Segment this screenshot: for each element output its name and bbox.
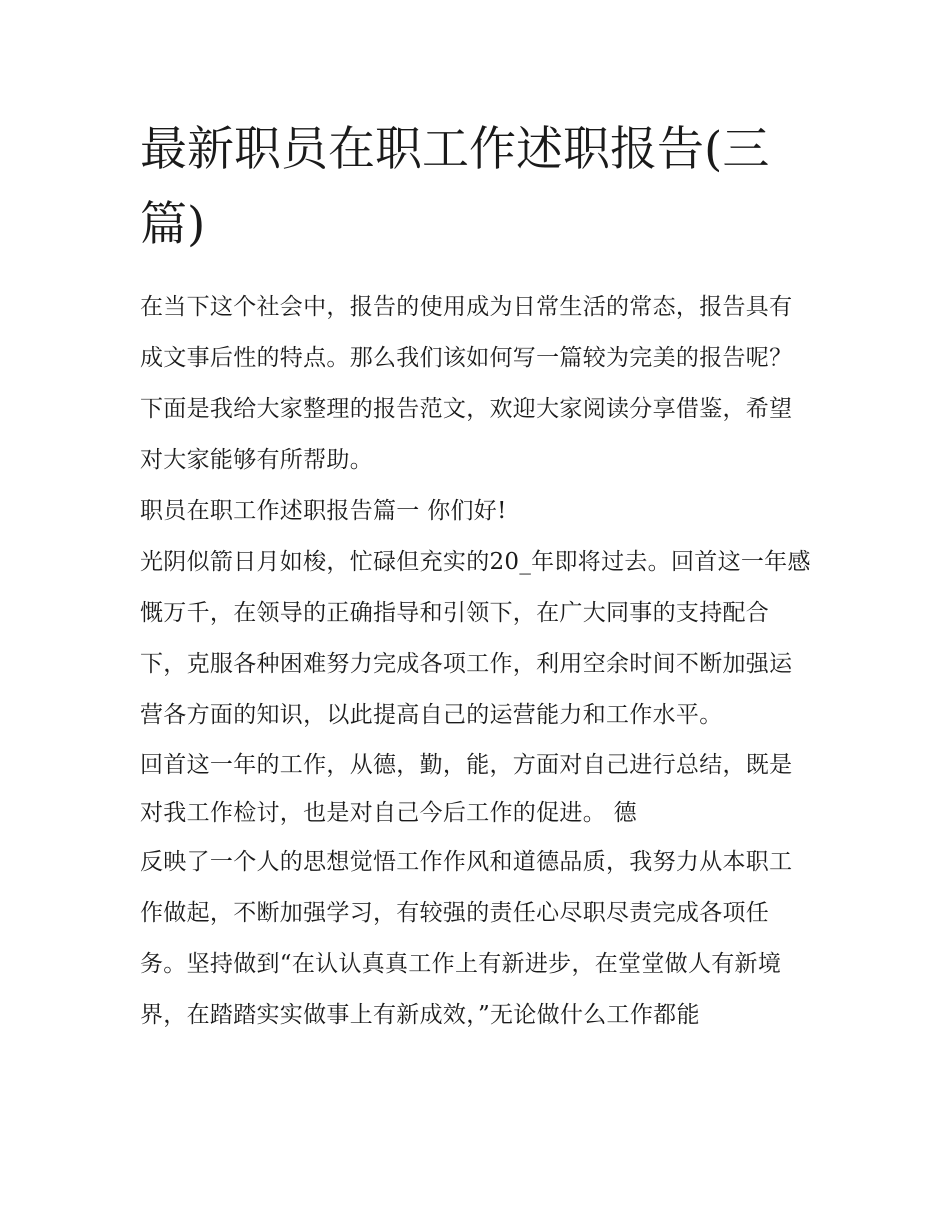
paragraph-intro: 在当下这个社会中，报告的使用成为日常生活的常态，报告具有成文事后性的特点。那么我们该如何写一篇较为完美的报告呢？下面是我给大家整理的报告范文，欢迎大家阅读分享借鉴，希望对大家能够有所帮助。 bbox=[140, 294, 793, 473]
paragraph-morality: 反映了一个人的思想觉悟工作作风和道德品质，我努力从本职工作做起，不断加强学习，有较强的责任心尽职尽责完成各项任务。坚持做到“在认认真真工作上有新进步，在堂堂做人有新境界，在踏踏实实做事上有新成效，”无论做什么工作都能 bbox=[140, 849, 793, 1028]
document-title: 最新职员在职工作述职报告(三篇) bbox=[140, 122, 770, 252]
paragraph-heading-section-one: 职员在职工作述职报告篇一 你们好! bbox=[140, 498, 507, 524]
paragraph-year-review: 光阴似箭日月如梭，忙碌但充实的20_年即将过去。回首这一年感慨万千，在领导的正确指导和引领下，在广大同事的支持配合下，克服各种困难努力完成各项工作，利用空余时间不断加强运营各方面的知识，以此提高自己的运营能力和工作水平。 bbox=[140, 549, 811, 728]
document-page bbox=[140, 112, 812, 1041]
paragraph-self-summary: 回首这一年的工作，从德，勤，能，方面对自己进行总结，既是对我工作检讨，也是对自己今后工作的促进。 德 bbox=[140, 752, 793, 826]
